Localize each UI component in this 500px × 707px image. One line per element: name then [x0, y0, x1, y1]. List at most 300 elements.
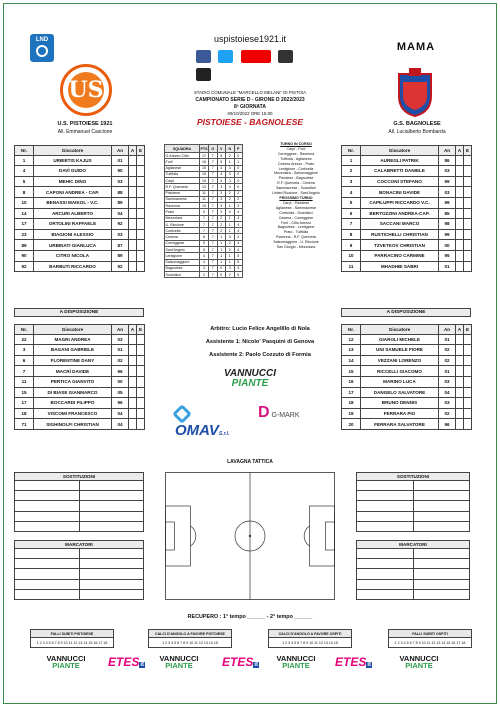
- yellow-card-cell[interactable]: [129, 176, 137, 187]
- yellow-card-cell[interactable]: [456, 387, 464, 398]
- stat-box: [148, 629, 232, 648]
- col-e: E: [137, 146, 145, 156]
- team-stat: 1: [234, 159, 243, 165]
- entry-cell[interactable]: [357, 501, 414, 511]
- player-year: 96: [112, 366, 129, 377]
- entry-cell[interactable]: [79, 589, 144, 599]
- fixture: Salsomaggiore - U. Riccione: [273, 240, 319, 245]
- team-stat: 2: [226, 246, 235, 252]
- player-row: [15, 219, 145, 230]
- team-stat: 15: [200, 178, 209, 184]
- entry-cell[interactable]: [15, 511, 80, 521]
- player-year: 01: [439, 366, 456, 377]
- red-card-cell[interactable]: [464, 176, 472, 187]
- player-number: 20: [342, 419, 361, 430]
- entry-row: [15, 511, 144, 521]
- team-stat: 1: [217, 259, 226, 265]
- red-card-cell[interactable]: [137, 408, 145, 419]
- tactical-pitch: [165, 472, 335, 600]
- sponsor-etes-footer-3: [335, 655, 372, 669]
- player-number: 18: [342, 398, 361, 409]
- yellow-card-cell[interactable]: [129, 166, 137, 177]
- yellow-card-cell[interactable]: [129, 208, 137, 219]
- red-card-cell[interactable]: [464, 166, 472, 177]
- player-row: [15, 261, 145, 272]
- entry-cell[interactable]: [357, 559, 414, 569]
- player-year: 03: [112, 334, 129, 345]
- col-number: Nr.: [342, 146, 361, 156]
- team-name: G.Arezzo Citto: [165, 153, 200, 159]
- player-number: 3: [15, 345, 34, 356]
- entry-cell[interactable]: [79, 521, 144, 531]
- player-row: [15, 176, 145, 187]
- player-row: [342, 376, 472, 387]
- team-stat: 5: [217, 159, 226, 165]
- yellow-card-cell[interactable]: [129, 387, 137, 398]
- player-number: 10: [342, 250, 361, 261]
- player-row: [15, 366, 145, 377]
- player-number: 15: [15, 387, 34, 398]
- player-year: 01: [112, 345, 129, 356]
- yellow-card-cell[interactable]: [456, 419, 464, 430]
- red-card-cell[interactable]: [137, 261, 145, 272]
- yellow-card-cell[interactable]: [129, 187, 137, 198]
- player-year: 95: [439, 250, 456, 261]
- entry-cell[interactable]: [357, 481, 414, 491]
- red-card-cell[interactable]: [464, 208, 472, 219]
- entry-cell[interactable]: [15, 491, 80, 501]
- entry-cell[interactable]: [79, 501, 144, 511]
- entry-cell[interactable]: [15, 501, 80, 511]
- stat-box-counter[interactable]: 1 2 3 4 5 6 7 8 9 10 11 12 13 14 15 16 17 18: [389, 638, 472, 648]
- red-card-cell[interactable]: [464, 250, 472, 261]
- col-a: A: [456, 325, 464, 335]
- home-coach: All. Emmanuel Cascione: [57, 129, 113, 135]
- entry-cell[interactable]: [79, 511, 144, 521]
- team-stat: 3: [234, 203, 243, 209]
- team-name: Pistoiese: [165, 190, 200, 196]
- player-year: 02: [439, 345, 456, 356]
- yellow-card-cell[interactable]: [129, 240, 137, 251]
- player-name: GIAROLI MICHELE: [361, 334, 439, 345]
- yellow-card-cell[interactable]: [129, 155, 137, 166]
- assistant-1: Assistente 1: Nicolo' Pasquini di Genova: [205, 339, 315, 345]
- omav-icon: [172, 404, 192, 424]
- entry-cell[interactable]: [357, 589, 414, 599]
- red-card-cell[interactable]: [137, 229, 145, 240]
- player-row: [342, 155, 472, 166]
- team-stat: 11: [200, 190, 209, 196]
- red-card-cell[interactable]: [137, 155, 145, 166]
- yellow-card-cell[interactable]: [456, 398, 464, 409]
- yellow-card-cell[interactable]: [456, 240, 464, 251]
- sponsor-vannucci-sub: PIANTE: [231, 378, 269, 389]
- player-year: 89: [112, 250, 129, 261]
- yellow-card-cell[interactable]: [456, 219, 464, 230]
- entry-cell[interactable]: [15, 589, 80, 599]
- team-name: Salsomaggiore: [165, 259, 200, 265]
- red-card-cell[interactable]: [137, 197, 145, 208]
- away-starters-table: [341, 145, 472, 272]
- player-year: 04: [112, 408, 129, 419]
- red-card-cell[interactable]: [137, 240, 145, 251]
- player-number: 12: [342, 334, 361, 345]
- team-stat: 0: [226, 209, 235, 215]
- red-card-cell[interactable]: [464, 408, 472, 419]
- red-card-cell[interactable]: [464, 187, 472, 198]
- yellow-card-cell[interactable]: [456, 166, 464, 177]
- player-number: 4: [342, 187, 361, 198]
- home-scorers-box: [14, 540, 144, 600]
- player-year: 04: [112, 419, 129, 430]
- player-year: 87: [112, 240, 129, 251]
- player-year: 03: [439, 166, 456, 177]
- team-stat: 5: [234, 259, 243, 265]
- away-substitutions-box: [356, 472, 470, 532]
- current-round-title: TURNO IN CORSO: [280, 142, 312, 146]
- player-name: MACRÌ DAVIDE: [34, 366, 112, 377]
- player-year: 96: [439, 419, 456, 430]
- red-card-cell[interactable]: [137, 387, 145, 398]
- entry-cell[interactable]: [15, 569, 80, 579]
- player-row: [342, 355, 472, 366]
- stat-box-counter[interactable]: 1 2 3 4 5 6 7 8 9 10 11 12 13 14 15 16 17 18: [31, 638, 114, 648]
- red-card-cell[interactable]: [464, 334, 472, 345]
- player-row: [15, 345, 145, 356]
- stat-box-counter[interactable]: 1 2 3 4 5 6 7 8 9 10 11 12 13 14 15: [149, 638, 232, 648]
- entry-cell[interactable]: [357, 549, 414, 559]
- entry-cell[interactable]: [15, 549, 80, 559]
- team-stat: 2: [226, 196, 235, 202]
- standings-col-p: P: [234, 145, 243, 153]
- team-stat: 11: [200, 196, 209, 202]
- yellow-card-cell[interactable]: [129, 345, 137, 356]
- team-stat: 7: [209, 221, 218, 227]
- entry-cell[interactable]: [413, 501, 470, 511]
- lnd-logo-icon: [36, 45, 48, 57]
- entry-row: [357, 589, 470, 599]
- player-year: 01: [439, 334, 456, 345]
- red-card-cell[interactable]: [464, 387, 472, 398]
- red-card-cell[interactable]: [137, 208, 145, 219]
- player-number: 8: [342, 229, 361, 240]
- entry-cell[interactable]: [79, 491, 144, 501]
- team-stat: 1: [217, 253, 226, 259]
- player-row: [342, 419, 472, 430]
- player-row: [342, 261, 472, 272]
- player-number: 89: [15, 240, 34, 251]
- red-card-cell[interactable]: [137, 219, 145, 230]
- round: 8ª GIORNATA: [234, 104, 266, 110]
- red-card-cell[interactable]: [464, 155, 472, 166]
- player-number: 2: [342, 166, 361, 177]
- yellow-card-cell[interactable]: [129, 250, 137, 261]
- player-number: 11: [342, 261, 361, 272]
- entry-cell[interactable]: [357, 491, 414, 501]
- entry-cell[interactable]: [79, 579, 144, 589]
- youtube-icon: [241, 50, 271, 63]
- team-name: Forlì: [165, 159, 200, 165]
- red-card-cell[interactable]: [137, 355, 145, 366]
- player-row: [15, 419, 145, 430]
- entry-cell[interactable]: [413, 481, 470, 491]
- player-row: [15, 208, 145, 219]
- yellow-card-cell[interactable]: [129, 419, 137, 430]
- team-stat: 0: [234, 153, 243, 159]
- player-number: 6: [342, 208, 361, 219]
- red-card-cell[interactable]: [464, 229, 472, 240]
- team-stat: 7: [209, 272, 218, 278]
- fixtures-box: [258, 142, 334, 250]
- entry-row: [15, 521, 144, 531]
- standings-row: [165, 272, 243, 278]
- sponsor-name: ETES: [108, 655, 140, 669]
- player-year: 01: [439, 261, 456, 272]
- yellow-card-cell[interactable]: [456, 208, 464, 219]
- team-stat: 3: [226, 171, 235, 177]
- player-year: 00: [112, 376, 129, 387]
- entry-cell[interactable]: [357, 521, 414, 531]
- entry-cell[interactable]: [413, 589, 470, 599]
- player-name: TZVETKOV CHRISTIAN: [361, 240, 439, 251]
- fixture: Forlì - Citto Arezzo: [281, 220, 311, 225]
- entry-cell[interactable]: [15, 481, 80, 491]
- team-stat: 17: [200, 153, 209, 159]
- yellow-card-cell[interactable]: [129, 261, 137, 272]
- player-name: URBIETIS KAJUS: [34, 155, 112, 166]
- team-name: Correggese: [165, 240, 200, 246]
- player-name: FLORENTINE DANY: [34, 355, 112, 366]
- col-number: Nr.: [342, 325, 361, 335]
- team-stat: 3: [217, 203, 226, 209]
- stat-box-counter[interactable]: 1 2 3 4 5 6 7 8 9 10 11 12 13 14 15: [269, 638, 352, 648]
- team-stat: 7: [209, 171, 218, 177]
- fixture: San Giorgio - Mezzolara: [276, 245, 316, 250]
- instagram-icon: [278, 50, 293, 63]
- yellow-card-cell[interactable]: [129, 376, 137, 387]
- player-name: MAGRI ANDREA: [34, 334, 112, 345]
- red-card-cell[interactable]: [464, 419, 472, 430]
- red-card-cell[interactable]: [464, 261, 472, 272]
- home-substitutions-title: SOSTITUZIONI: [15, 473, 144, 481]
- red-card-cell[interactable]: [464, 219, 472, 230]
- team-stat: 2: [217, 228, 226, 234]
- red-card-cell[interactable]: [464, 197, 472, 208]
- sponsor-sub: PIANTE: [165, 661, 193, 670]
- yellow-card-cell[interactable]: [129, 197, 137, 208]
- team-stat: 7: [209, 153, 218, 159]
- red-card-cell[interactable]: [464, 355, 472, 366]
- entry-cell[interactable]: [79, 549, 144, 559]
- team-stat: 7: [209, 184, 218, 190]
- yellow-card-cell[interactable]: [129, 334, 137, 345]
- player-number: 13: [342, 345, 361, 356]
- fixture: Sammaurese - Scandicci: [276, 186, 316, 191]
- player-row: [15, 398, 145, 409]
- entry-row: [15, 569, 144, 579]
- yellow-card-cell[interactable]: [129, 355, 137, 366]
- social-icons: [196, 48, 306, 62]
- team-name: U. Riccione: [165, 221, 200, 227]
- team-stat: 3: [200, 265, 209, 271]
- yellow-card-cell[interactable]: [456, 366, 464, 377]
- sponsor-name: ETES: [335, 655, 367, 669]
- standings-table: [164, 144, 243, 278]
- col-year: An: [439, 146, 456, 156]
- yellow-card-cell[interactable]: [456, 155, 464, 166]
- yellow-card-cell[interactable]: [456, 197, 464, 208]
- home-substitutions-box: [14, 472, 144, 532]
- entry-cell[interactable]: [413, 549, 470, 559]
- red-card-cell[interactable]: [464, 240, 472, 251]
- yellow-card-cell[interactable]: [456, 334, 464, 345]
- red-card-cell[interactable]: [137, 366, 145, 377]
- player-name: MEHIC DINO: [34, 176, 112, 187]
- yellow-card-cell[interactable]: [456, 176, 464, 187]
- player-year: 03: [112, 229, 129, 240]
- sponsor-omav-logo: [175, 405, 245, 439]
- yellow-card-cell[interactable]: [129, 229, 137, 240]
- player-number: 18: [15, 408, 34, 419]
- player-name: AUREGLI PATRIK: [361, 155, 439, 166]
- fixture: United Riccione - Sant'Angelo: [272, 191, 320, 196]
- entry-cell[interactable]: [15, 521, 80, 531]
- player-name: VEZZANI LORENZO: [361, 355, 439, 366]
- team-name: Sammaurese: [165, 196, 200, 202]
- entry-cell[interactable]: [357, 579, 414, 589]
- team-stat: 13: [200, 184, 209, 190]
- col-number: Nr.: [15, 325, 34, 335]
- yellow-card-cell[interactable]: [456, 355, 464, 366]
- entry-cell[interactable]: [357, 569, 414, 579]
- team-stat: 3: [234, 234, 243, 240]
- player-year: 88: [112, 187, 129, 198]
- entry-cell[interactable]: [413, 491, 470, 501]
- sponsor-vannucci-logo: [205, 369, 295, 389]
- team-stat: 7: [209, 246, 218, 252]
- entry-cell[interactable]: [357, 511, 414, 521]
- lnd-logo: [30, 34, 54, 62]
- stat-box-title: FALLI SUBITI OSPITI: [389, 630, 472, 638]
- team-name: Ravenna: [165, 203, 200, 209]
- entry-cell[interactable]: [15, 559, 80, 569]
- player-row: [15, 197, 145, 208]
- sponsor-mama-logo: MAMA: [396, 41, 436, 53]
- player-row: [15, 408, 145, 419]
- player-number: 1: [15, 155, 34, 166]
- yellow-card-cell[interactable]: [456, 261, 464, 272]
- player-name: UNI SAMUELE FIORE: [361, 345, 439, 356]
- red-card-cell[interactable]: [137, 345, 145, 356]
- red-card-cell[interactable]: [464, 376, 472, 387]
- team-stat: 2: [217, 221, 226, 227]
- player-row: [15, 334, 145, 345]
- team-stat: 5: [200, 240, 209, 246]
- col-a: A: [129, 146, 137, 156]
- red-card-cell[interactable]: [464, 398, 472, 409]
- yellow-card-cell[interactable]: [129, 219, 137, 230]
- team-stat: 7: [209, 259, 218, 265]
- red-card-cell[interactable]: [137, 419, 145, 430]
- player-year: 86: [439, 155, 456, 166]
- entry-cell[interactable]: [79, 481, 144, 491]
- team-stat: 2: [226, 272, 235, 278]
- player-row: [342, 219, 472, 230]
- red-card-cell[interactable]: [137, 398, 145, 409]
- player-row: [342, 208, 472, 219]
- team-stat: 2: [226, 153, 235, 159]
- player-number: 17: [15, 398, 34, 409]
- player-number: 9: [342, 240, 361, 251]
- player-year: 98: [439, 219, 456, 230]
- player-number: 71: [15, 419, 34, 430]
- team-stat: 0: [234, 171, 243, 177]
- entry-cell[interactable]: [413, 559, 470, 569]
- player-number: 5: [15, 176, 34, 187]
- yellow-card-cell[interactable]: [129, 408, 137, 419]
- player-number: 14: [15, 208, 34, 219]
- col-e: E: [464, 146, 472, 156]
- player-number: 14: [342, 355, 361, 366]
- red-card-cell[interactable]: [137, 187, 145, 198]
- site-url: uspistoiese1921.it: [213, 34, 287, 44]
- entry-cell[interactable]: [413, 579, 470, 589]
- red-card-cell[interactable]: [137, 166, 145, 177]
- team-name: Lentigione: [165, 253, 200, 259]
- player-row: [15, 355, 145, 366]
- entry-row: [357, 511, 470, 521]
- player-year: 90: [112, 166, 129, 177]
- yellow-card-cell[interactable]: [129, 398, 137, 409]
- table-header: [15, 325, 145, 335]
- home-club-logo-letters: US: [68, 72, 104, 108]
- col-number: Nr.: [15, 146, 34, 156]
- entry-cell[interactable]: [15, 579, 80, 589]
- fixture: Aglianese - Sammaurese: [275, 205, 317, 210]
- yellow-card-cell[interactable]: [456, 408, 464, 419]
- entry-cell[interactable]: [79, 569, 144, 579]
- red-card-cell[interactable]: [137, 176, 145, 187]
- yellow-card-cell[interactable]: [456, 376, 464, 387]
- entry-cell[interactable]: [79, 559, 144, 569]
- col-player: Giocatore: [361, 325, 439, 335]
- entry-cell[interactable]: [413, 521, 470, 531]
- red-card-cell[interactable]: [137, 250, 145, 261]
- red-card-cell[interactable]: [464, 345, 472, 356]
- player-name: VISCOMI FRANCESCO: [34, 408, 112, 419]
- yellow-card-cell[interactable]: [129, 366, 137, 377]
- yellow-card-cell[interactable]: [456, 345, 464, 356]
- player-row: [342, 398, 472, 409]
- yellow-card-cell[interactable]: [456, 250, 464, 261]
- player-name: FERRARA PIO: [361, 408, 439, 419]
- player-number: 92: [15, 261, 34, 272]
- entry-cell[interactable]: [413, 511, 470, 521]
- red-card-cell[interactable]: [137, 376, 145, 387]
- red-card-cell[interactable]: [137, 334, 145, 345]
- yellow-card-cell[interactable]: [456, 187, 464, 198]
- player-name: RICCELLI GIACOMO: [361, 366, 439, 377]
- standings-col-v: V: [217, 145, 226, 153]
- standings-col-g: G: [209, 145, 218, 153]
- entry-cell[interactable]: [413, 569, 470, 579]
- sponsor-vannucci-name: VANNUCCI: [223, 368, 277, 379]
- red-card-cell[interactable]: [464, 366, 472, 377]
- team-name: Bagnolese: [165, 265, 200, 271]
- team-name: Tuttfolla: [165, 171, 200, 177]
- yellow-card-cell[interactable]: [456, 229, 464, 240]
- stat-box: [30, 629, 114, 648]
